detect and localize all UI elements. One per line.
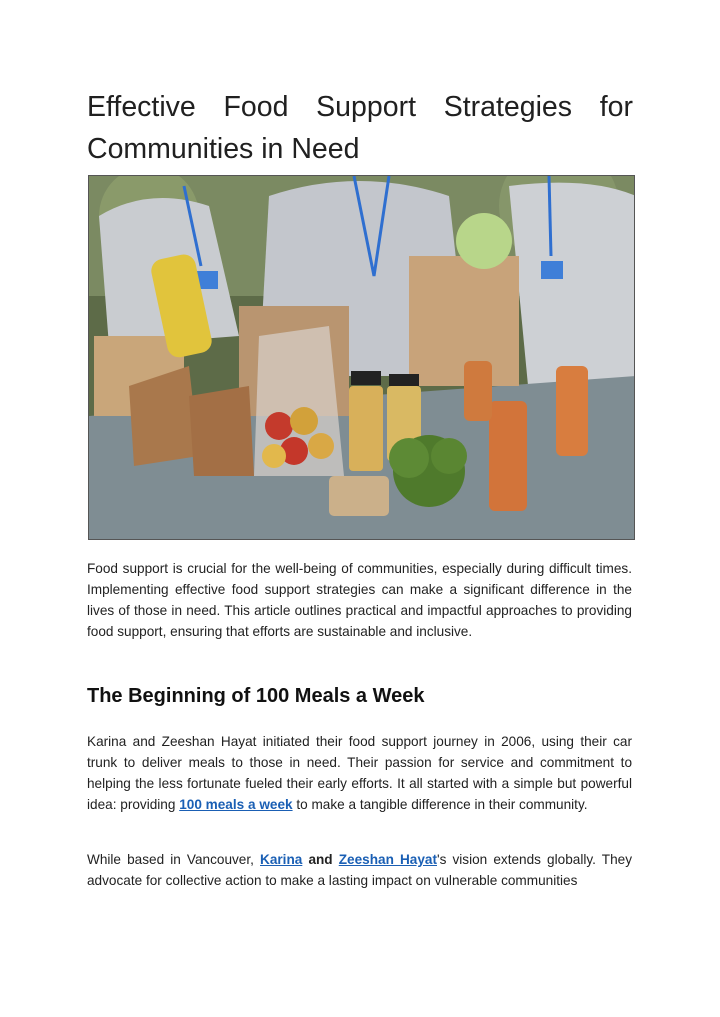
paragraph-text: 's vision extends globally. They advocate for collective action to make a lasting impact on vulnerable communities: [87, 852, 632, 888]
paragraph-text: Karina and Zeeshan Hayat initiated their food support journey in 2006, using their car trunk to deliver meals to those in need. Their passion for service and commitment to helping the less fortunate fueled their early efforts. It all started with a simple but powerful idea: providing: [87, 734, 632, 812]
and-text: and: [308, 852, 333, 867]
section-heading: The Beginning of 100 Meals a Week: [87, 685, 425, 707]
meals-a-week-link[interactable]: 100 meals a week: [179, 797, 293, 812]
intro-paragraph: Food support is crucial for the well-being of communities, especially during difficult times. Implementing effective food support strategies can make a significant difference in the lives of those in need. This article outlines practical and impactful approaches to providing food support, ensuring that efforts are sustainable and inclusive.: [87, 561, 632, 639]
article-title: Effective Food Support Strategies for Communities in Need: [87, 91, 633, 165]
paragraph-beginning: [87, 731, 632, 815]
article-photo: [88, 175, 635, 540]
food-donation-illustration: [89, 176, 635, 540]
karina-link[interactable]: Karina: [260, 852, 303, 867]
zeeshan-hayat-link[interactable]: Zeeshan Hayat: [338, 852, 437, 867]
paragraph-vision: [87, 849, 632, 891]
paragraph-text: to make a tangible difference in their community.: [292, 797, 588, 812]
paragraph-text: While based in Vancouver,: [87, 852, 261, 867]
